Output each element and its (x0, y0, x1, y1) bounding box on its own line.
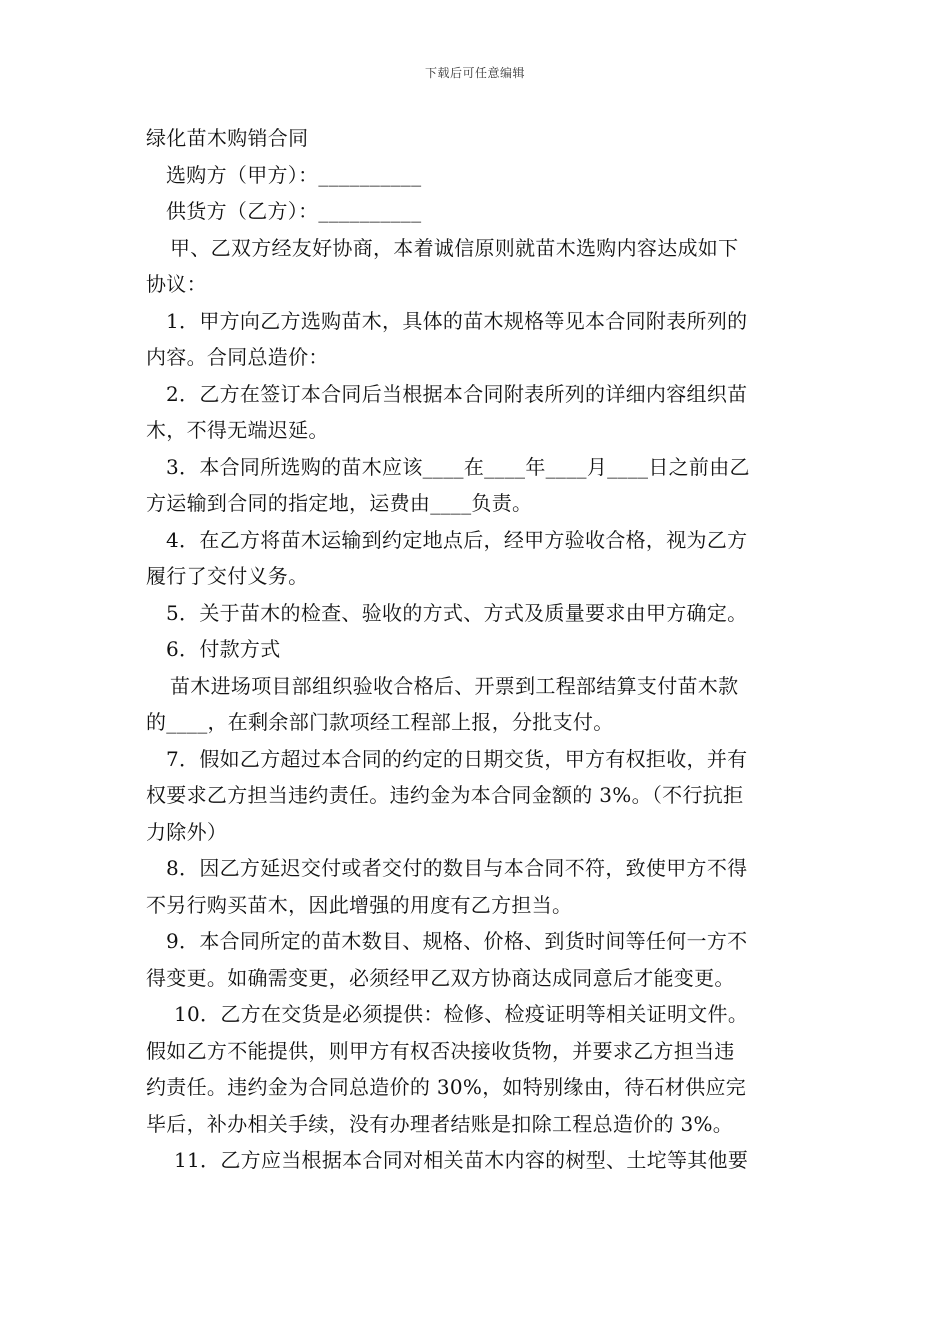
contract-line: 2．乙方在签订本合同后当根据本合同附表所列的详细内容组织苗 (166, 381, 748, 406)
contract-line: 方运输到合同的指定地，运费由____负责。 (146, 491, 533, 515)
contract-line: 木，不得无端迟延。 (146, 418, 329, 442)
contract-line: 8．因乙方延迟交付或者交付的数目与本合同不符，致使甲方不得 (166, 856, 748, 880)
page-header: 下载后可任意编辑 (424, 66, 525, 80)
contract-line: 不另行购买苗木，因此增强的用度有乙方担当。 (146, 892, 573, 917)
contract-line: 9．本合同所定的苗木数目、规格、价格、到货时间等任何一方不 (166, 929, 748, 953)
contract-line: 1．甲方向乙方选购苗木，具体的苗木规格等见本合同附表所列的 (166, 308, 748, 333)
contract-body (146, 120, 808, 1179)
contract-line: 履行了交付义务。 (146, 564, 309, 588)
contract-line: 7．假如乙方超过本合同的约定的日期交货，甲方有权拒收，并有 (166, 746, 748, 771)
contract-line: 6．付款方式 (166, 637, 281, 661)
contract-line: 5．关于苗木的检查、验收的方式、方式及质量要求由甲方确定。 (166, 600, 748, 625)
contract-line: 协议： (146, 272, 207, 296)
contract-line: 苗木进场项目部组织验收合格后、开票到工程部结算支付苗木款 (170, 673, 739, 698)
contract-line: 3．本合同所选购的苗木应该____在____年____月____日之前由乙 (166, 454, 750, 479)
contract-line: 内容。合同总造价： (146, 345, 329, 369)
contract-line: 10．乙方在交货是必须提供：检修、检疫证明等相关证明文件。 (174, 1002, 749, 1026)
document-title: 绿化苗木购销合同 (146, 126, 309, 150)
contract-line: 约责任。违约金为合同总造价的 30%，如特别缘由，待石材供应完 (146, 1075, 747, 1099)
contract-line: 甲、乙双方经友好协商，本着诚信原则就苗木选购内容达成如下 (170, 235, 739, 260)
contract-lines (146, 157, 808, 1179)
contract-line: 权要求乙方担当违约责任。违约金为本合同金额的 3%。（不行抗拒 (146, 783, 744, 807)
contract-line: 4．在乙方将苗木运输到约定地点后，经甲方验收合格，视为乙方 (166, 527, 748, 552)
contract-line: 的____，在剩余部门款项经工程部上报，分批支付。 (146, 710, 614, 734)
contract-line: 假如乙方不能提供，则甲方有权否决接收货物，并要求乙方担当违 (146, 1038, 735, 1063)
contract-line: 得变更。如确需变更，必须经甲乙双方协商达成同意后才能变更。 (146, 965, 735, 990)
contract-line: 力除外） (146, 819, 228, 844)
contract-line: 供货方（乙方）：__________ (166, 199, 422, 223)
contract-line: 11．乙方应当根据本合同对相关苗木内容的树型、土坨等其他要 (174, 1148, 749, 1172)
contract-line: 选购方（甲方）：__________ (166, 162, 422, 187)
contract-line: 毕后，补办相关手续，没有办理者结账是扣除工程总造价的 3%。 (146, 1111, 734, 1136)
